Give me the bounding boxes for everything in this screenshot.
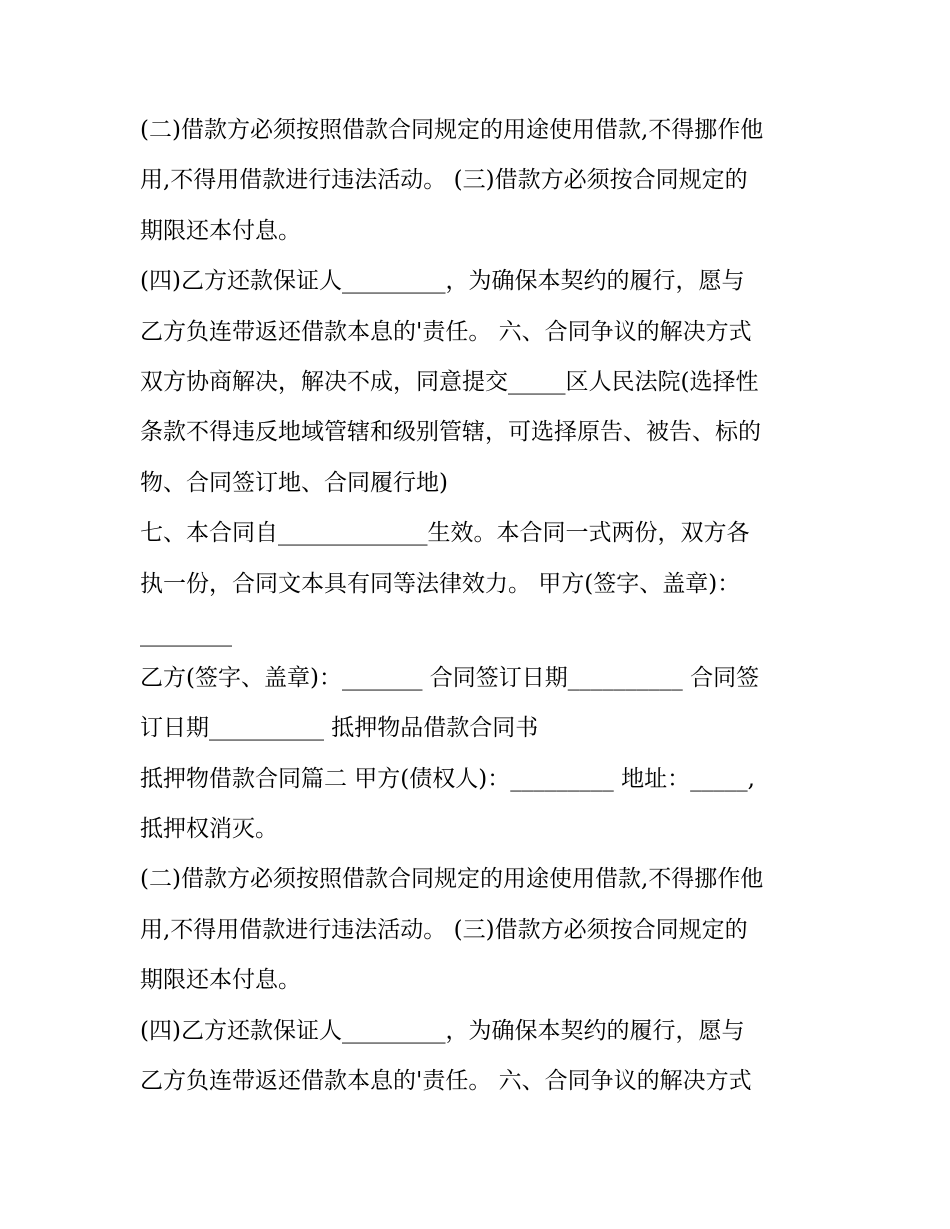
- text-line: 条款不得违反地域管辖和级别管辖，可选择原告、被告、标的: [140, 419, 761, 446]
- text-line: 用,不得用借款进行违法活动。 (三)借款方必须按合同规定的: [140, 167, 748, 194]
- signature-blank-line: ________: [140, 620, 232, 647]
- document-body: [140, 105, 830, 1106]
- text-line: (四)乙方还款保证人_________，为确保本契约的履行，愿与: [140, 268, 745, 295]
- text-line: 抵押物借款合同篇二 甲方(债权人)：_________ 地址：_____,: [140, 765, 755, 792]
- text-line: (四)乙方还款保证人_________，为确保本契约的履行，愿与: [140, 1017, 745, 1044]
- text-line: 物、合同签订地、合同履行地): [140, 469, 448, 496]
- text-line: 执一份，合同文本具有同等法律效力。 甲方(签字、盖章)：: [140, 570, 741, 597]
- text-line: 期限还本付息。: [140, 967, 301, 994]
- text-line: 乙方(签字、盖章)：_______ 合同签订日期__________ 合同签: [140, 664, 760, 691]
- text-line: 七、本合同自_____________生效。本合同一式两份，双方各: [140, 520, 750, 547]
- text-line: 乙方负连带返还借款本息的'责任。 六、合同争议的解决方式: [140, 1068, 752, 1095]
- text-line: (二)借款方必须按照借款合同规定的用途使用借款,不得挪作他: [140, 117, 764, 143]
- text-line: 双方协商解决，解决不成，同意提交_____区人民法院(选择性: [140, 368, 759, 395]
- text-line: 用,不得用借款进行违法活动。 (三)借款方必须按合同规定的: [140, 916, 748, 943]
- text-line: 乙方负连带返还借款本息的'责任。 六、合同争议的解决方式: [140, 318, 752, 345]
- text-line: 期限还本付息。: [140, 217, 301, 244]
- text-line: 抵押权消灭。: [140, 816, 278, 843]
- text-line: (二)借款方必须按照借款合同规定的用途使用借款,不得挪作他: [140, 866, 764, 893]
- text-line: 订日期__________ 抵押物品借款合同书: [140, 715, 539, 742]
